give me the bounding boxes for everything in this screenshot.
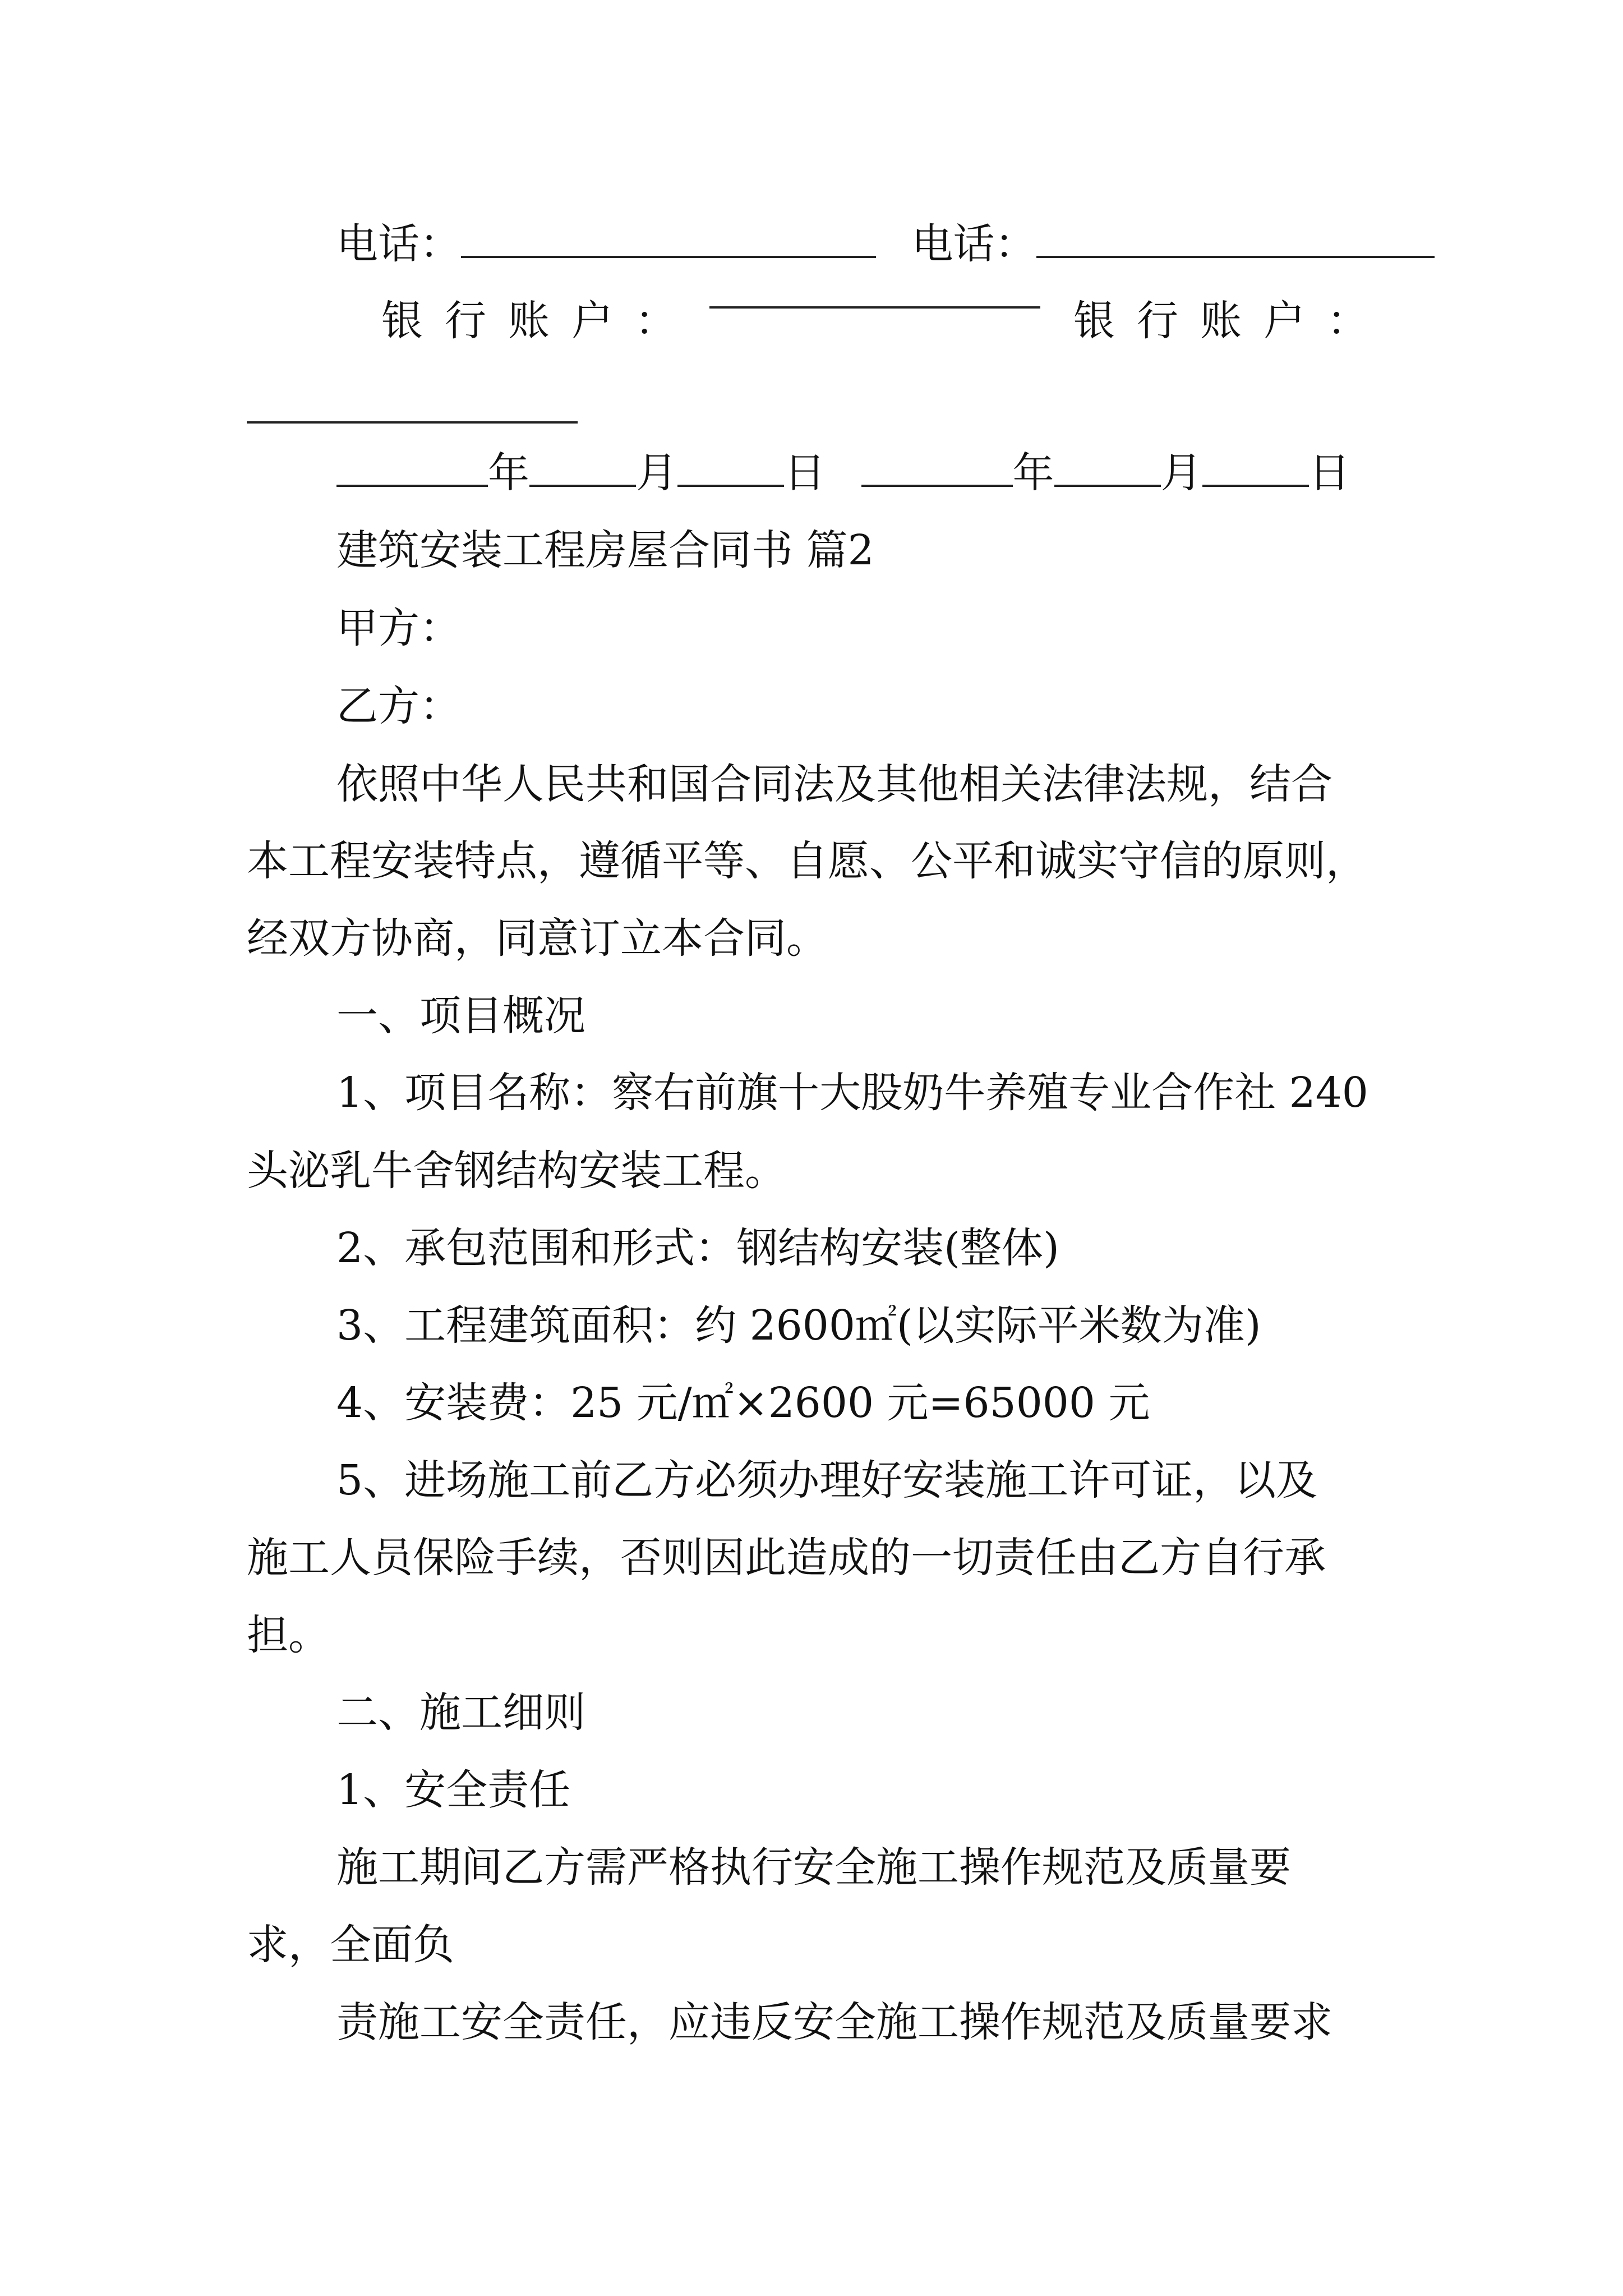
item-line: 担。 bbox=[247, 1611, 330, 1659]
bank-blank-b bbox=[247, 415, 578, 424]
item-line: 头泌乳牛舍钢结构安装工程。 bbox=[247, 1147, 786, 1195]
bank-char: ： bbox=[635, 297, 676, 345]
bank-char: 银 bbox=[381, 297, 423, 345]
phone-row bbox=[336, 220, 1435, 268]
bank-char: 账 bbox=[508, 297, 550, 345]
day-label-a: 日 bbox=[784, 449, 826, 497]
bank-char: 行 bbox=[445, 297, 486, 345]
item-line: 施工人员保险手续，否则因此造成的一切责任由乙方自行承 bbox=[247, 1534, 1326, 1582]
year-blank-b bbox=[861, 478, 1013, 487]
party-b-label: 乙方： bbox=[336, 682, 461, 730]
date-row bbox=[336, 449, 1350, 497]
bank-char: 户 bbox=[1264, 297, 1305, 345]
year-label-a: 年 bbox=[488, 449, 529, 497]
bank-blank-a bbox=[709, 300, 1040, 309]
item-line: 2、承包范围和形式：钢结构安装(整体) bbox=[336, 1224, 1059, 1272]
item-line: 1、项目名称：察右前旗十大股奶牛养殖专业合作社 240 bbox=[336, 1069, 1368, 1117]
intro-line: 本工程安装特点，遵循平等、自愿、公平和诚实守信的原则， bbox=[247, 837, 1367, 885]
paragraph-line: 施工期间乙方需严格执行安全施工操作规范及质量要 bbox=[336, 1843, 1291, 1892]
item-line: 3、工程建筑面积：约 2600㎡(以实际平米数为准) bbox=[336, 1301, 1261, 1350]
year-blank-a bbox=[336, 478, 488, 487]
party-a-label: 甲方： bbox=[336, 604, 461, 652]
phone-label-a: 电话： bbox=[336, 220, 461, 268]
bank-char: 账 bbox=[1200, 297, 1242, 345]
phone-blank-b bbox=[1036, 250, 1435, 258]
bank-char: 银 bbox=[1073, 297, 1115, 345]
bank-account-row bbox=[381, 297, 1368, 345]
day-blank-a bbox=[677, 478, 784, 487]
day-blank-b bbox=[1202, 478, 1309, 487]
intro-line: 依照中华人民共和国合同法及其他相关法律法规，结合 bbox=[336, 760, 1332, 808]
contract-heading: 建筑安装工程房屋合同书 篇2 bbox=[336, 526, 874, 574]
paragraph-line: 责施工安全责任，应违反安全施工操作规范及质量要求 bbox=[336, 1998, 1332, 2046]
month-blank-b bbox=[1054, 478, 1161, 487]
bank-char: 户 bbox=[571, 297, 613, 345]
phone-blank-a bbox=[461, 250, 876, 258]
section-title: 二、施工细则 bbox=[336, 1688, 585, 1737]
intro-line: 经双方协商，同意订立本合同。 bbox=[247, 914, 828, 963]
year-label-b: 年 bbox=[1012, 449, 1054, 497]
day-label-b: 日 bbox=[1308, 449, 1350, 497]
month-label-b: 月 bbox=[1160, 449, 1202, 497]
month-blank-a bbox=[529, 478, 636, 487]
section-title: 一、项目概况 bbox=[336, 992, 585, 1040]
bank-char: 行 bbox=[1137, 297, 1178, 345]
paragraph-line: 求，全面负 bbox=[247, 1921, 454, 1969]
subsection-title: 1、安全责任 bbox=[336, 1766, 571, 1814]
bank-char: ： bbox=[1327, 297, 1368, 345]
phone-label-b: 电话： bbox=[911, 220, 1036, 268]
item-line: 5、进场施工前乙方必须办理好安装施工许可证，以及 bbox=[336, 1456, 1318, 1504]
item-line: 4、安装费：25 元/㎡×2600 元=65000 元 bbox=[336, 1379, 1150, 1427]
month-label-a: 月 bbox=[636, 449, 677, 497]
